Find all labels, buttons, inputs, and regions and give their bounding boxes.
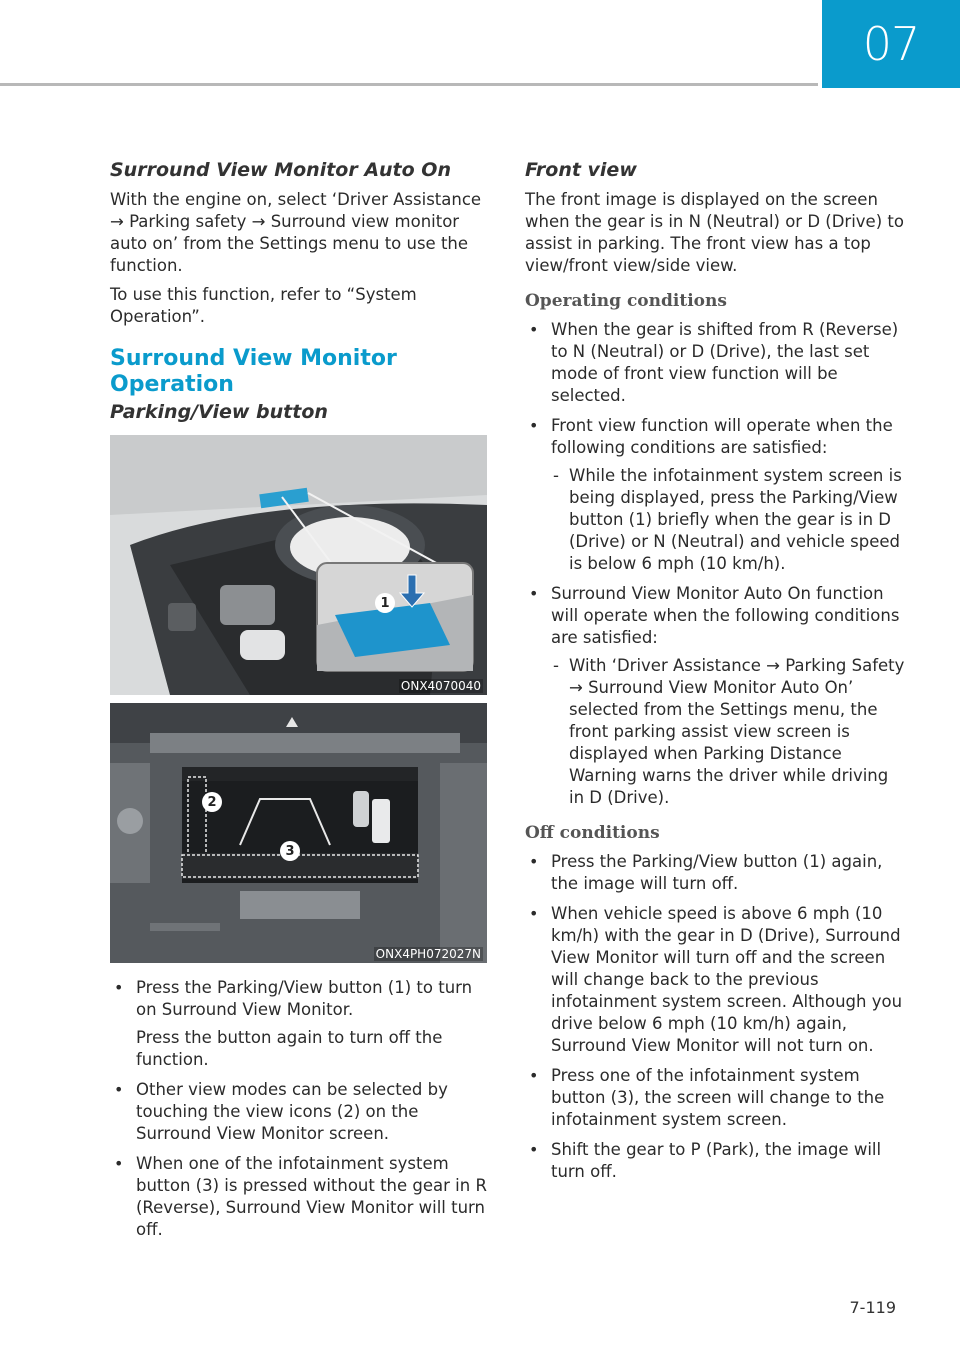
- figure-infotainment: [110, 703, 487, 963]
- console-illustration: [110, 435, 487, 695]
- front-view-heading: Front view: [525, 159, 637, 181]
- parking-view-heading: Parking/View button: [110, 401, 328, 423]
- operating-conditions-list: [525, 319, 905, 809]
- figure2-code: ONX4PH072027N: [375, 947, 481, 961]
- list-item: • When vehicle speed is above 6 mph (10 km/h) with the gear in D (Drive), Surround View Monitor will turn off and the screen will change back to the previous infotainment system screen. Although you drive below 6 mph (10 km/h) again, Surround View Monitor will not turn on.: [525, 903, 905, 1057]
- bullet-text: Press the Parking/View button (1) to turn on Surround View Monitor.: [136, 978, 473, 1019]
- auto-on-reference: To use this function, refer to “System Operation”.: [110, 285, 417, 326]
- off-conditions-list: [525, 851, 905, 1183]
- off-conditions-heading: Off conditions: [525, 823, 660, 843]
- operation-heading: Surround View Monitor Operation: [110, 346, 397, 397]
- sub-list-item: - While the infotainment system screen is being displayed, press the Parking/View button (1) briefly when the gear is in D (Drive) or N (Neutral) and vehicle speed is below 6 mph (10 km/h).: [551, 465, 905, 575]
- infotainment-illustration: [110, 703, 487, 963]
- callout-1: 1: [375, 593, 395, 613]
- bullet-text: When the gear is shifted from R (Reverse) to N (Neutral) or D (Drive), the last set mode of front view function will be selected.: [551, 320, 899, 405]
- callout-2: 2: [202, 792, 222, 812]
- bullet-text: Front view function will operate when the following conditions are satisfied:: [551, 416, 893, 457]
- list-item: [110, 1079, 490, 1145]
- left-column: [110, 158, 490, 1249]
- list-item: [110, 977, 490, 1071]
- list-item: [525, 583, 905, 809]
- right-column: [525, 158, 905, 1191]
- header-rule: [0, 83, 818, 86]
- auto-on-paragraph: With the engine on, select ‘Driver Assistance → Parking safety → Surround view monitor auto on’ from the Settings menu to use the function.: [110, 190, 482, 275]
- figure1-code: ONX4070040: [400, 679, 481, 693]
- chapter-tab: [822, 0, 960, 88]
- bullet-extra: Press the button again to turn off the function.: [136, 1028, 443, 1069]
- sub-list: [551, 465, 905, 575]
- auto-on-heading: Surround View Monitor Auto On: [110, 159, 451, 181]
- front-view-paragraph: The front image is displayed on the screen when the gear is in N (Neutral) or D (Drive) to assist in parking. The front view has a top view/front view/side view.: [525, 190, 904, 275]
- bullet-text: When one of the infotainment system button (3) is pressed without the gear in R (Reverse), Surround View Monitor will turn off.: [136, 1154, 487, 1239]
- chapter-number: 07: [862, 17, 920, 71]
- figure-console-button: [110, 435, 487, 695]
- list-item: [525, 319, 905, 407]
- list-item: • Press one of the infotainment system button (3), the screen will change to the infotainment system screen.: [525, 1065, 905, 1131]
- bullet-text: Other view modes can be selected by touching the view icons (2) on the Surround View Monitor screen.: [136, 1080, 448, 1143]
- sub-list-item: - With ‘Driver Assistance → Parking Safety → Surround View Monitor Auto On’ selected from the Settings menu, the front parking assist view screen is displayed when Parking Distance Warning warns the driver while driving in D (Drive).: [551, 655, 905, 809]
- bullet-text: Surround View Monitor Auto On function will operate when the following conditions are satisfied:: [551, 584, 900, 647]
- list-item: [525, 415, 905, 575]
- callout-3: 3: [280, 841, 300, 861]
- sub-list: [551, 655, 905, 809]
- page-number: 7-119: [849, 1298, 896, 1317]
- list-item: • Shift the gear to P (Park), the image will turn off.: [525, 1139, 905, 1183]
- operating-conditions-heading: Operating conditions: [525, 291, 727, 311]
- list-item: [110, 1153, 490, 1241]
- parking-view-bullets: [110, 977, 490, 1241]
- list-item: • Press the Parking/View button (1) again, the image will turn off.: [525, 851, 905, 895]
